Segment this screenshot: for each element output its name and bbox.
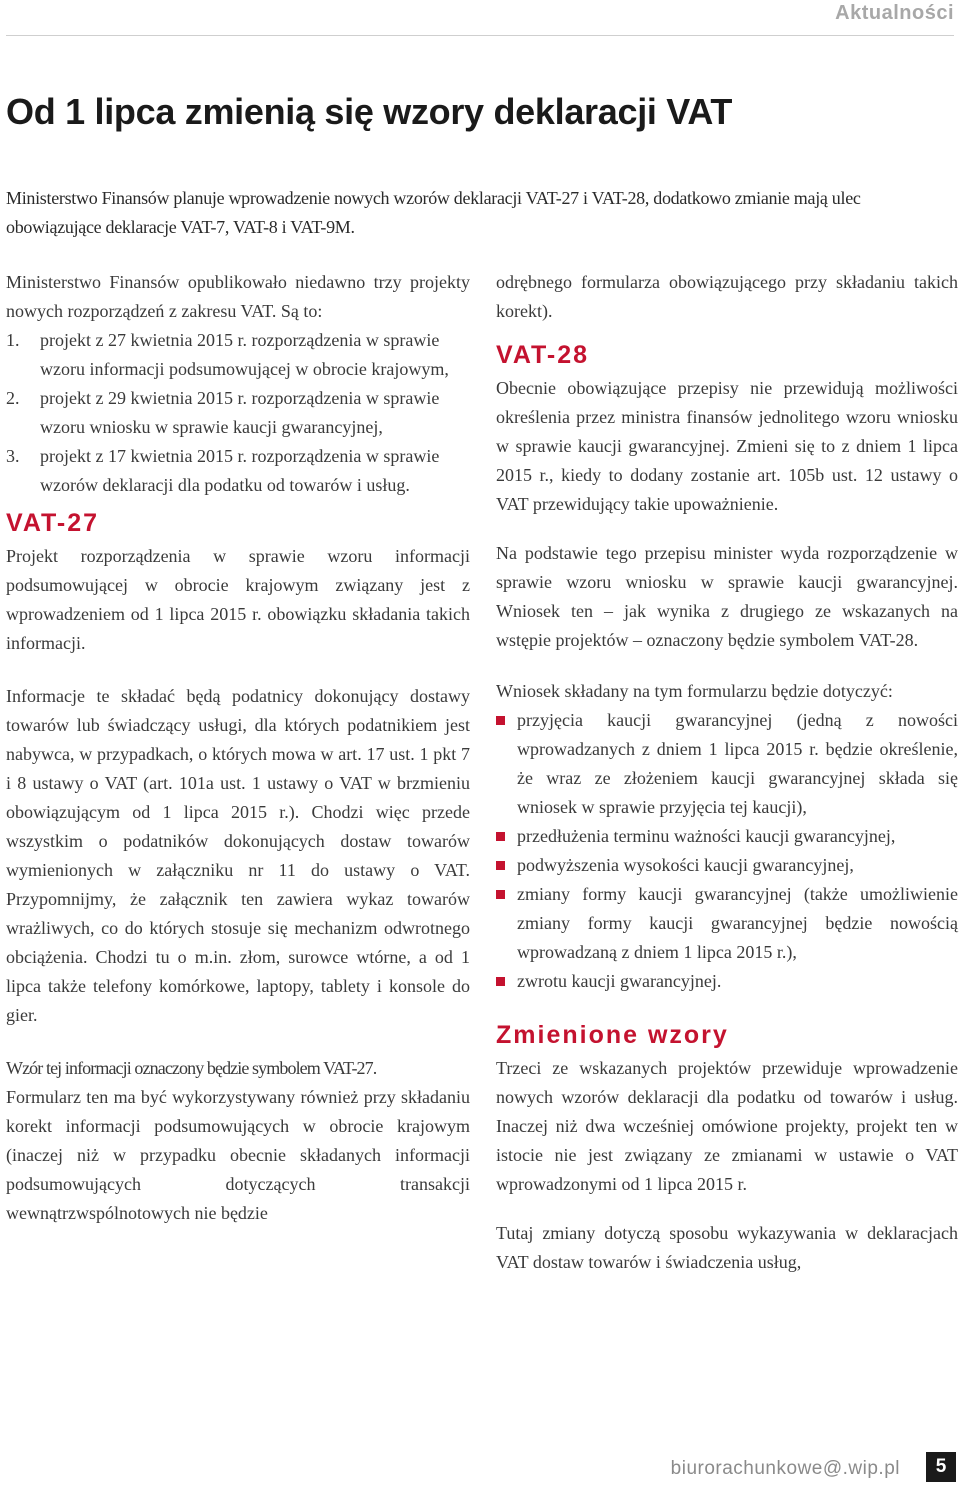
list-item-text: przedłużenia terminu ważności kaucji gwarancyjnej, (517, 826, 896, 846)
bullet-square-icon (496, 977, 505, 986)
bullet-square-icon (496, 890, 505, 899)
application-scope-list (496, 706, 958, 996)
vat28-paragraph-3: Wniosek składany na tym formularzu będzie dotyczyć: (496, 681, 893, 701)
vat27-paragraph-2: Informacje te składać będą podatnicy dokonujący dostawy towarów lub świadczący usługi, dla których podatnikiem jest nabywca, w przypadkach, o których mowa w art. 17 ust. 1 pkt 7 i 8 ustawy o VAT (art. 101a ust. 1 ustawy o VAT w brzmieniu obowiązującym od 1 lipca 2015 r.). Chodzi więc przede wszystkim o podatników dokonujących dostaw towarów wymienionych w załączniku nr 11 do ustawy o VAT. Przypomnijmy, że załącznik ten zawiera wykaz towarów wrażliwych, co do których stosuje się mechanizm odwrotnego obciążenia. Chodzi tu o m.in. złom, surowce wtórne, a od 1 lipca także telefony komórkowe, laptopy, tablety i konsole do gier. (6, 686, 470, 1025)
list-item-text: przyjęcia kaucji gwarancyjnej (jedną z nowości wprowadzanych z dniem 1 lipca 2015 r. będzie określenie, że wraz ze złożeniem kaucji gwarancyjnej składa się wniosek w sprawie przyjęcia tej kaucji), (517, 710, 958, 817)
projects-list (6, 326, 470, 500)
list-item (496, 851, 958, 880)
left-column (6, 268, 470, 1228)
vat27-paragraph-3: Formularz ten ma być wykorzystywany również przy składaniu korekt informacji podsumowujących w obrocie krajowym (inaczej niż w przypadku obecnie składanych informacji podsumowujących dotyczących transakcji wewnątrzwspólnotowych nie będzie (6, 1087, 470, 1223)
list-item (496, 706, 958, 822)
vat27-symbol-line: Wzór tej informacji oznaczony będzie symbolem VAT-27. (6, 1058, 377, 1078)
list-item (6, 442, 470, 500)
changed-forms-heading: Zmienione wzory (496, 1021, 729, 1049)
continued-paragraph: odrębnego formularza obowiązującego przy składaniu takich korekt). (496, 272, 958, 321)
vat27-paragraph: Projekt rozporządzenia w sprawie wzoru informacji podsumowującej w obrocie krajowym związany jest z wprowadzeniem od 1 lipca 2015 r. obowiązku składania takich informacji. (6, 546, 470, 653)
article-lead: Ministerstwo Finansów planuje wprowadzenie nowych wzorów deklaracji VAT-27 i VAT-28, dodatkowo zmianie mają ulec obowiązujące deklaracje VAT-7, VAT-8 i VAT-9M. (6, 188, 861, 237)
list-item (496, 967, 958, 996)
list-item-text: zmiany formy kaucji gwarancyjnej (także umożliwienie zmiany formy kaucji gwarancyjnej będzie nowością wprowadzaną z dniem 1 lipca 2015 r.), (517, 884, 958, 962)
list-item (496, 880, 958, 967)
list-item-text: projekt z 29 kwietnia 2015 r. rozporządzenia w sprawie wzoru wniosku w sprawie kaucji gwarancyjnej, (40, 388, 440, 437)
article-title: Od 1 lipca zmienią się wzory deklaracji VAT (6, 91, 733, 132)
list-item (6, 384, 470, 442)
list-item (6, 326, 470, 384)
bullet-square-icon (496, 716, 505, 725)
vat28-paragraph-2: Na podstawie tego przepisu minister wyda rozporządzenie w sprawie wzoru wniosku w sprawie kaucji gwarancyjnej. Wniosek ten – jak wynika z drugiego ze wskazanych na wstępie projektów – oznaczony będzie symbolem VAT-28. (496, 543, 958, 650)
vat28-paragraph: Obecnie obowiązujące przepisy nie przewidują możliwości określenia przez ministra finansów jednolitego wzoru wniosku w sprawie kaucji gwarancyjnej. Zmieni się to z dniem 1 lipca 2015 r., kiedy to dodany zostanie art. 105b ust. 12 ustawy o VAT przewidujący takie upoważnienie. (496, 378, 958, 514)
list-number: 2. (6, 388, 20, 408)
vat27-heading: VAT-27 (6, 509, 100, 537)
list-item (496, 822, 958, 851)
list-item-text: podwyższenia wysokości kaucji gwarancyjnej, (517, 855, 854, 875)
right-column (496, 268, 958, 1277)
footer-url: biurorachunkowe@.wip.pl (670, 1458, 900, 1479)
list-item-text: zwrotu kaucji gwarancyjnej. (517, 971, 722, 991)
section-label: Aktualności (835, 2, 954, 24)
list-item-text: projekt z 27 kwietnia 2015 r. rozporządzenia w sprawie wzoru informacji podsumowującej w obrocie krajowym, (40, 330, 449, 379)
intro-paragraph: Ministerstwo Finansów opublikowało niedawno trzy projekty nowych rozporządzeń z zakresu VAT. Są to: (6, 272, 470, 321)
bullet-square-icon (496, 861, 505, 870)
list-number: 1. (6, 330, 20, 350)
vat28-heading: VAT-28 (496, 341, 590, 369)
changed-forms-paragraph: Trzeci ze wskazanych projektów przewiduje wprowadzenie nowych wzorów deklaracji dla podatku od towarów i usług. Inaczej niż dwa wcześniej omówione projekty, projekt ten w istocie nie jest związany ze zmianami w ustawie o VAT wprowadzonymi od 1 lipca 2015 r. (496, 1058, 958, 1194)
changed-forms-paragraph-2: Tutaj zmiany dotyczą sposobu wykazywania w deklaracjach VAT dostaw towarów i świadczenia usług, (496, 1223, 958, 1272)
list-number: 3. (6, 446, 20, 466)
page-number: 5 (926, 1452, 956, 1482)
header-divider (6, 35, 954, 36)
bullet-square-icon (496, 832, 505, 841)
list-item-text: projekt z 17 kwietnia 2015 r. rozporządzenia w sprawie wzorów deklaracji dla podatku od towarów i usług. (40, 446, 440, 495)
